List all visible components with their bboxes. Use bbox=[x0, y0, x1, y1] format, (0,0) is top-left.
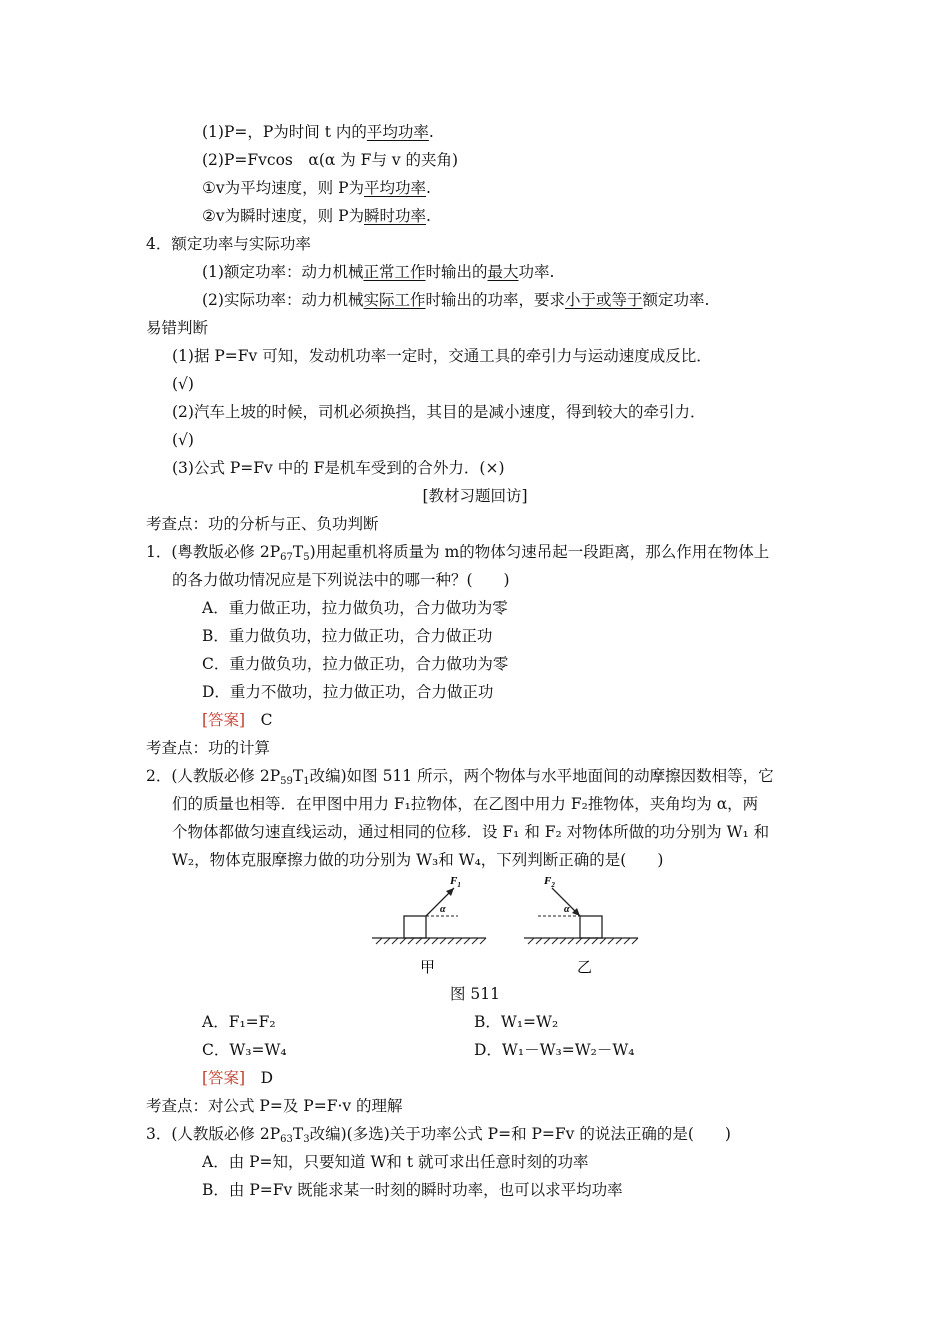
q3-option-a: A．由 P=知，只要知道 W和 t 就可求出任意时刻的功率 bbox=[202, 1153, 589, 1171]
q1-option-d: D．重力不做功，拉力做正功，合力做正功 bbox=[202, 683, 494, 701]
block-left bbox=[404, 916, 426, 938]
judgment-3: (3)公式 P=Fv 中的 F是机车受到的合外力．(×) bbox=[172, 459, 505, 477]
figure-label-jia: 甲 bbox=[420, 958, 436, 976]
text: (1)额定功率：动力机械 bbox=[202, 263, 364, 281]
error-judgment-title: 易错判断 bbox=[146, 319, 209, 337]
q2-stem-line-2: 们的质量也相等．在甲图中用力 F₁拉物体，在乙图中用力 F₂推物体，夹角均为 α，两 bbox=[172, 795, 759, 813]
q2-option-a: A．F₁=F₂ bbox=[202, 1013, 276, 1031]
rated-power-line bbox=[202, 262, 554, 282]
angle-alpha-left: α bbox=[440, 904, 446, 915]
subscript: 67 bbox=[280, 552, 293, 563]
q1-option-a: A．重力做正功，拉力做负功，合力做功为零 bbox=[202, 599, 508, 617]
text: 功率. bbox=[518, 263, 555, 281]
underlined-term: 瞬时功率 bbox=[364, 207, 427, 225]
q1-option-c: C．重力做负功，拉力做正功，合力做功为零 bbox=[202, 655, 509, 673]
q3-stem-line-1 bbox=[146, 1124, 731, 1144]
q2-answer bbox=[202, 1068, 273, 1088]
power-def-3 bbox=[202, 178, 431, 198]
subscript: 1 bbox=[303, 776, 310, 787]
answer-label: [答案] bbox=[202, 711, 246, 729]
q2-option-b: B．W₁=W₂ bbox=[474, 1013, 559, 1031]
power-def-4 bbox=[202, 206, 431, 226]
underlined-term: 平均功率 bbox=[364, 179, 427, 197]
underlined-term: 平均功率 bbox=[366, 123, 429, 141]
subscript: 63 bbox=[280, 1134, 293, 1145]
q1-stem-line-1 bbox=[146, 542, 769, 562]
angle-alpha-right: α bbox=[564, 904, 570, 915]
q2-option-c: C．W₃=W₄ bbox=[202, 1041, 287, 1059]
subscript: 3 bbox=[303, 1134, 310, 1145]
underlined-term: 实际工作 bbox=[363, 291, 426, 309]
label-f2: $F_2$ bbox=[544, 875, 555, 889]
text: T bbox=[292, 767, 304, 785]
ground-right bbox=[524, 938, 638, 944]
text: )用起重机将质量为 m的物体匀速吊起一段距离，那么作用在物体上 bbox=[309, 543, 770, 561]
text: 2．(人教版必修 2P bbox=[146, 767, 281, 785]
q1-option-b: B．重力做负功，拉力做正功，合力做正功 bbox=[202, 627, 493, 645]
figure-label-yi: 乙 bbox=[577, 958, 593, 976]
section-4-title: 4．额定功率与实际功率 bbox=[146, 235, 311, 253]
text: T bbox=[292, 1125, 304, 1143]
judgment-1-mark: (√) bbox=[172, 375, 194, 393]
judgment-2: (2)汽车上坡的时候，司机必须换挡，其目的是减小速度，得到较大的牵引力． bbox=[172, 403, 706, 421]
text: . bbox=[428, 123, 434, 141]
block-right bbox=[580, 916, 602, 938]
underlined-term: 正常工作 bbox=[363, 263, 426, 281]
q3-knowledge-point: 考查点：对公式 P=及 P=F·v 的理解 bbox=[146, 1097, 403, 1115]
text: ②v为瞬时速度，则 P为 bbox=[202, 207, 365, 225]
q2-stem-line-3: 个物体都做匀速直线运动，通过相同的位移．设 F₁ 和 F₂ 对物体所做的功分别为 W₁ 和 bbox=[172, 823, 770, 841]
text: 额定功率. bbox=[642, 291, 710, 309]
underlined-term: 小于或等于 bbox=[565, 291, 643, 309]
actual-power-line bbox=[202, 290, 709, 310]
figure-caption: 图 511 bbox=[449, 985, 500, 1003]
text: 3．(人教版必修 2P bbox=[146, 1125, 281, 1143]
answer-value: D bbox=[260, 1069, 274, 1087]
q1-stem-line-2: 的各力做功情况应是下列说法中的哪一种？( ) bbox=[172, 571, 510, 589]
text: 时输出的 bbox=[425, 263, 488, 281]
q1-answer bbox=[202, 710, 273, 730]
answer-label: [答案] bbox=[202, 1069, 246, 1087]
figure-511 bbox=[368, 870, 648, 980]
label-f1: $F_1$ bbox=[450, 875, 461, 889]
text: ①v为平均速度，则 P为 bbox=[202, 179, 365, 197]
underlined-term: 最大 bbox=[487, 263, 519, 281]
q2-knowledge-point: 考查点：功的计算 bbox=[146, 739, 271, 757]
q1-knowledge-point: 考查点：功的分析与正、负功判断 bbox=[146, 515, 379, 533]
power-def-1 bbox=[202, 122, 434, 142]
text: 时输出的功率，要求 bbox=[425, 291, 565, 309]
text: (2)实际功率：动力机械 bbox=[202, 291, 364, 309]
text: 1．(粤教版必修 2P bbox=[146, 543, 281, 561]
q2-stem-line-1 bbox=[146, 766, 774, 786]
judgment-1: (1)据 P=Fv 可知，发动机功率一定时，交通工具的牵引力与运动速度成反比． bbox=[172, 347, 712, 365]
q3-option-b: B．由 P=Fv 既能求某一时刻的瞬时功率，也可以求平均功率 bbox=[202, 1181, 623, 1199]
text: . bbox=[426, 207, 431, 225]
judgment-2-mark: (√) bbox=[172, 431, 194, 449]
power-def-2: (2)P=Fvcos α(α 为 F与 v 的夹角) bbox=[202, 151, 459, 169]
text: . bbox=[426, 179, 431, 197]
q2-stem-line-4: W₂，物体克服摩擦力做的功分别为 W₃和 W₄，下列判断正确的是( ) bbox=[172, 851, 664, 869]
q2-option-d: D．W₁－W₃=W₂－W₄ bbox=[474, 1041, 635, 1059]
text: T bbox=[292, 543, 304, 561]
subscript: 5 bbox=[303, 552, 310, 563]
subscript: 59 bbox=[280, 776, 293, 787]
text: 改编)如图 511 所示，两个物体与水平地面间的动摩擦因数相等，它 bbox=[309, 767, 774, 785]
text: (1)P=，P为时间 t 内的 bbox=[202, 123, 367, 141]
ground-left bbox=[372, 938, 486, 944]
answer-value: C bbox=[260, 711, 273, 729]
review-heading: [教材习题回访] bbox=[422, 487, 528, 505]
text: 改编)(多选)关于功率公式 P=和 P=Fv 的说法正确的是( ) bbox=[309, 1125, 731, 1143]
